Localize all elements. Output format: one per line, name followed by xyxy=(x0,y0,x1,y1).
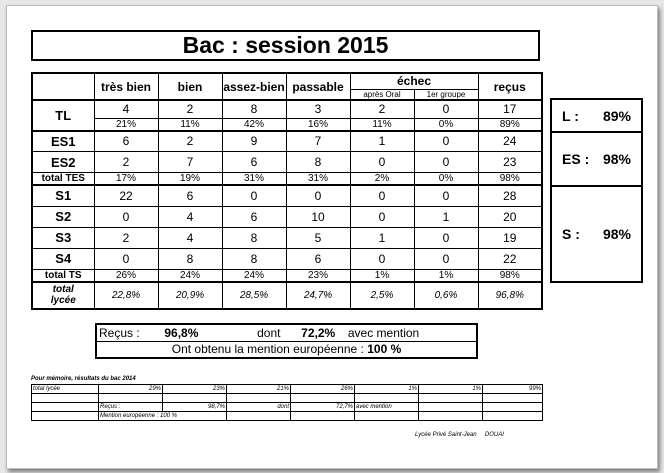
table-cell: 17% xyxy=(94,173,158,186)
table-cell: 0 xyxy=(414,227,478,248)
table-cell: 8 xyxy=(222,248,286,269)
table-cell: 23% xyxy=(286,269,350,282)
table-cell: 24,7% xyxy=(286,282,350,309)
memo-empty xyxy=(483,403,543,412)
table-cell: 9 xyxy=(222,131,286,152)
table-cell: 98% xyxy=(478,173,542,186)
table-cell: 8 xyxy=(286,152,350,173)
memo-empty xyxy=(355,394,419,403)
summary-l xyxy=(551,99,642,132)
table-cell: 8 xyxy=(222,100,286,118)
memo-empty xyxy=(163,394,227,403)
page-title: Bac : session 2015 xyxy=(31,30,540,61)
row-label-tl: TL xyxy=(32,100,94,131)
corner-cell xyxy=(32,73,94,100)
table-cell: 26% xyxy=(94,269,158,282)
table-cell: 0 xyxy=(414,185,478,206)
table-cell: 0 xyxy=(222,185,286,206)
table-cell: 23 xyxy=(478,152,542,173)
memo-cell: 99% xyxy=(483,385,543,394)
memo-cell: 21% xyxy=(227,385,291,394)
memo-cell: 23% xyxy=(163,385,227,394)
table-cell: 1 xyxy=(350,227,414,248)
table-cell: 0 xyxy=(94,206,158,227)
table-cell: 10 xyxy=(286,206,350,227)
table-cell: 21% xyxy=(94,118,158,131)
table-cell: 31% xyxy=(286,173,350,186)
label-line: lycée xyxy=(50,295,76,306)
table-cell: 6 xyxy=(94,131,158,152)
table-cell: 98% xyxy=(478,269,542,282)
table-cell: 42% xyxy=(222,118,286,131)
table-cell: 6 xyxy=(222,206,286,227)
memo-empty xyxy=(32,394,99,403)
europeenne-label: Ont obtenu la mention européenne : xyxy=(171,342,368,357)
summary-s xyxy=(551,186,642,282)
table-cell: 0,6% xyxy=(414,282,478,309)
header-tres-bien: très bien xyxy=(94,73,158,100)
table-cell: 17 xyxy=(478,100,542,118)
recap-europeenne-row xyxy=(96,341,477,358)
table-cell: 1 xyxy=(350,131,414,152)
table-cell: 6 xyxy=(158,185,222,206)
mention-value: 72,2% xyxy=(301,325,336,340)
table-cell: 2 xyxy=(94,152,158,173)
table-cell: 0 xyxy=(94,248,158,269)
summary-label: ES : xyxy=(562,151,590,167)
memo-empty xyxy=(291,394,355,403)
header-bien: bien xyxy=(158,73,222,100)
table-cell: 20,9% xyxy=(158,282,222,309)
memo-empty xyxy=(99,394,163,403)
table-cell: 22,8% xyxy=(94,282,158,309)
memo-empty xyxy=(483,412,543,421)
row-label-es2: ES2 xyxy=(32,152,94,173)
dont-label: dont xyxy=(257,325,281,340)
memo-cell: 26% xyxy=(291,385,355,394)
table-cell: 6 xyxy=(222,152,286,173)
memo-europeenne: Mention européenne : 100 % xyxy=(99,412,227,421)
row-label-s3: S3 xyxy=(32,227,94,248)
table-cell: 19 xyxy=(478,227,542,248)
table-cell: 89% xyxy=(478,118,542,131)
summary-es xyxy=(551,132,642,186)
table-cell: 4 xyxy=(94,100,158,118)
header-premier-groupe: 1er groupe xyxy=(414,89,478,100)
table-cell: 1% xyxy=(414,269,478,282)
table-cell: 28,5% xyxy=(222,282,286,309)
table-cell: 3 xyxy=(286,100,350,118)
header-echec: échec xyxy=(350,73,478,89)
table-cell: 1% xyxy=(350,269,414,282)
table-cell: 11% xyxy=(350,118,414,131)
table-cell: 31% xyxy=(222,173,286,186)
memo-mention-value: 72,7% xyxy=(291,403,355,412)
summary-value: 98% xyxy=(602,151,631,167)
row-label-total-ts: total TS xyxy=(32,269,94,282)
school-footer: Lycée Privé Saint-Jean DOUAI xyxy=(415,432,504,438)
table-cell: 0 xyxy=(350,206,414,227)
table-cell: 0 xyxy=(286,185,350,206)
table-cell: 0 xyxy=(414,131,478,152)
memo-empty xyxy=(483,394,543,403)
memo-recus-label: Reçus : xyxy=(99,403,163,412)
row-label-total-tes: total TES xyxy=(32,173,94,186)
memo-empty xyxy=(227,412,291,421)
table-cell: 2 xyxy=(94,227,158,248)
table-cell: 24% xyxy=(158,269,222,282)
header-assez-bien: assez-bien xyxy=(222,73,286,100)
table-cell: 0% xyxy=(414,118,478,131)
table-cell: 0 xyxy=(414,100,478,118)
table-cell: 19% xyxy=(158,173,222,186)
table-cell: 2 xyxy=(350,100,414,118)
row-label-es1: ES1 xyxy=(32,131,94,152)
summary-label: S : xyxy=(562,226,580,242)
memo-cell: 29% xyxy=(99,385,163,394)
header-recus: reçus xyxy=(478,73,542,100)
table-cell: 0 xyxy=(414,152,478,173)
memo-cell: 1% xyxy=(419,385,483,394)
memo-empty xyxy=(419,412,483,421)
row-label-s2: S2 xyxy=(32,206,94,227)
table-cell: 16% xyxy=(286,118,350,131)
recus-value: 96,8% xyxy=(164,325,199,340)
table-cell: 2% xyxy=(350,173,414,186)
europeenne-value: 100 % xyxy=(367,342,402,357)
memo-table xyxy=(31,384,543,421)
recap-box xyxy=(95,323,478,359)
table-cell: 22 xyxy=(478,248,542,269)
summary-value: 89% xyxy=(602,107,631,124)
memo-empty xyxy=(32,403,99,412)
table-cell: 7 xyxy=(286,131,350,152)
memo-title: Pour mémoire, résultats du bac 2014 xyxy=(31,376,136,382)
table-cell: 2,5% xyxy=(350,282,414,309)
row-label-total-lycee xyxy=(32,282,94,309)
header-passable: passable xyxy=(286,73,350,100)
table-cell: 4 xyxy=(158,206,222,227)
table-cell: 20 xyxy=(478,206,542,227)
summary-value: 98% xyxy=(602,226,631,242)
table-cell: 0 xyxy=(350,185,414,206)
table-cell: 2 xyxy=(158,131,222,152)
table-cell: 7 xyxy=(158,152,222,173)
memo-row-label: total lycée xyxy=(32,385,99,394)
document-sheet xyxy=(6,5,658,469)
table-cell: 1 xyxy=(414,206,478,227)
table-cell: 6 xyxy=(286,248,350,269)
recus-label: Reçus : xyxy=(99,325,140,340)
row-label-s1: S1 xyxy=(32,185,94,206)
table-cell: 2 xyxy=(158,100,222,118)
avec-mention-label: avec mention xyxy=(347,325,420,340)
memo-empty xyxy=(291,412,355,421)
table-cell: 0 xyxy=(350,248,414,269)
memo-empty xyxy=(419,394,483,403)
memo-empty xyxy=(32,412,99,421)
memo-avec-mention: avec mention xyxy=(355,403,419,412)
table-cell: 28 xyxy=(478,185,542,206)
table-cell: 11% xyxy=(158,118,222,131)
table-cell: 24 xyxy=(478,131,542,152)
table-cell: 8 xyxy=(158,248,222,269)
table-cell: 0% xyxy=(414,173,478,186)
table-cell: 8 xyxy=(222,227,286,248)
series-summary xyxy=(550,98,643,283)
row-label-s4: S4 xyxy=(32,248,94,269)
memo-recus-value: 98,7% xyxy=(163,403,227,412)
summary-label: L : xyxy=(562,107,579,124)
header-apres-oral: après Oral xyxy=(350,89,414,100)
recap-recus-row xyxy=(96,324,477,341)
table-cell: 22 xyxy=(94,185,158,206)
table-cell: 0 xyxy=(350,152,414,173)
table-cell: 24% xyxy=(222,269,286,282)
table-cell: 96,8% xyxy=(478,282,542,309)
table-cell: 4 xyxy=(158,227,222,248)
memo-empty xyxy=(355,412,419,421)
memo-empty xyxy=(419,403,483,412)
table-cell: 5 xyxy=(286,227,350,248)
memo-dont-label: dont xyxy=(227,403,291,412)
label-line: total xyxy=(52,284,74,295)
memo-cell: 1% xyxy=(355,385,419,394)
table-cell: 0 xyxy=(414,248,478,269)
results-table xyxy=(31,72,543,310)
memo-empty xyxy=(227,394,291,403)
